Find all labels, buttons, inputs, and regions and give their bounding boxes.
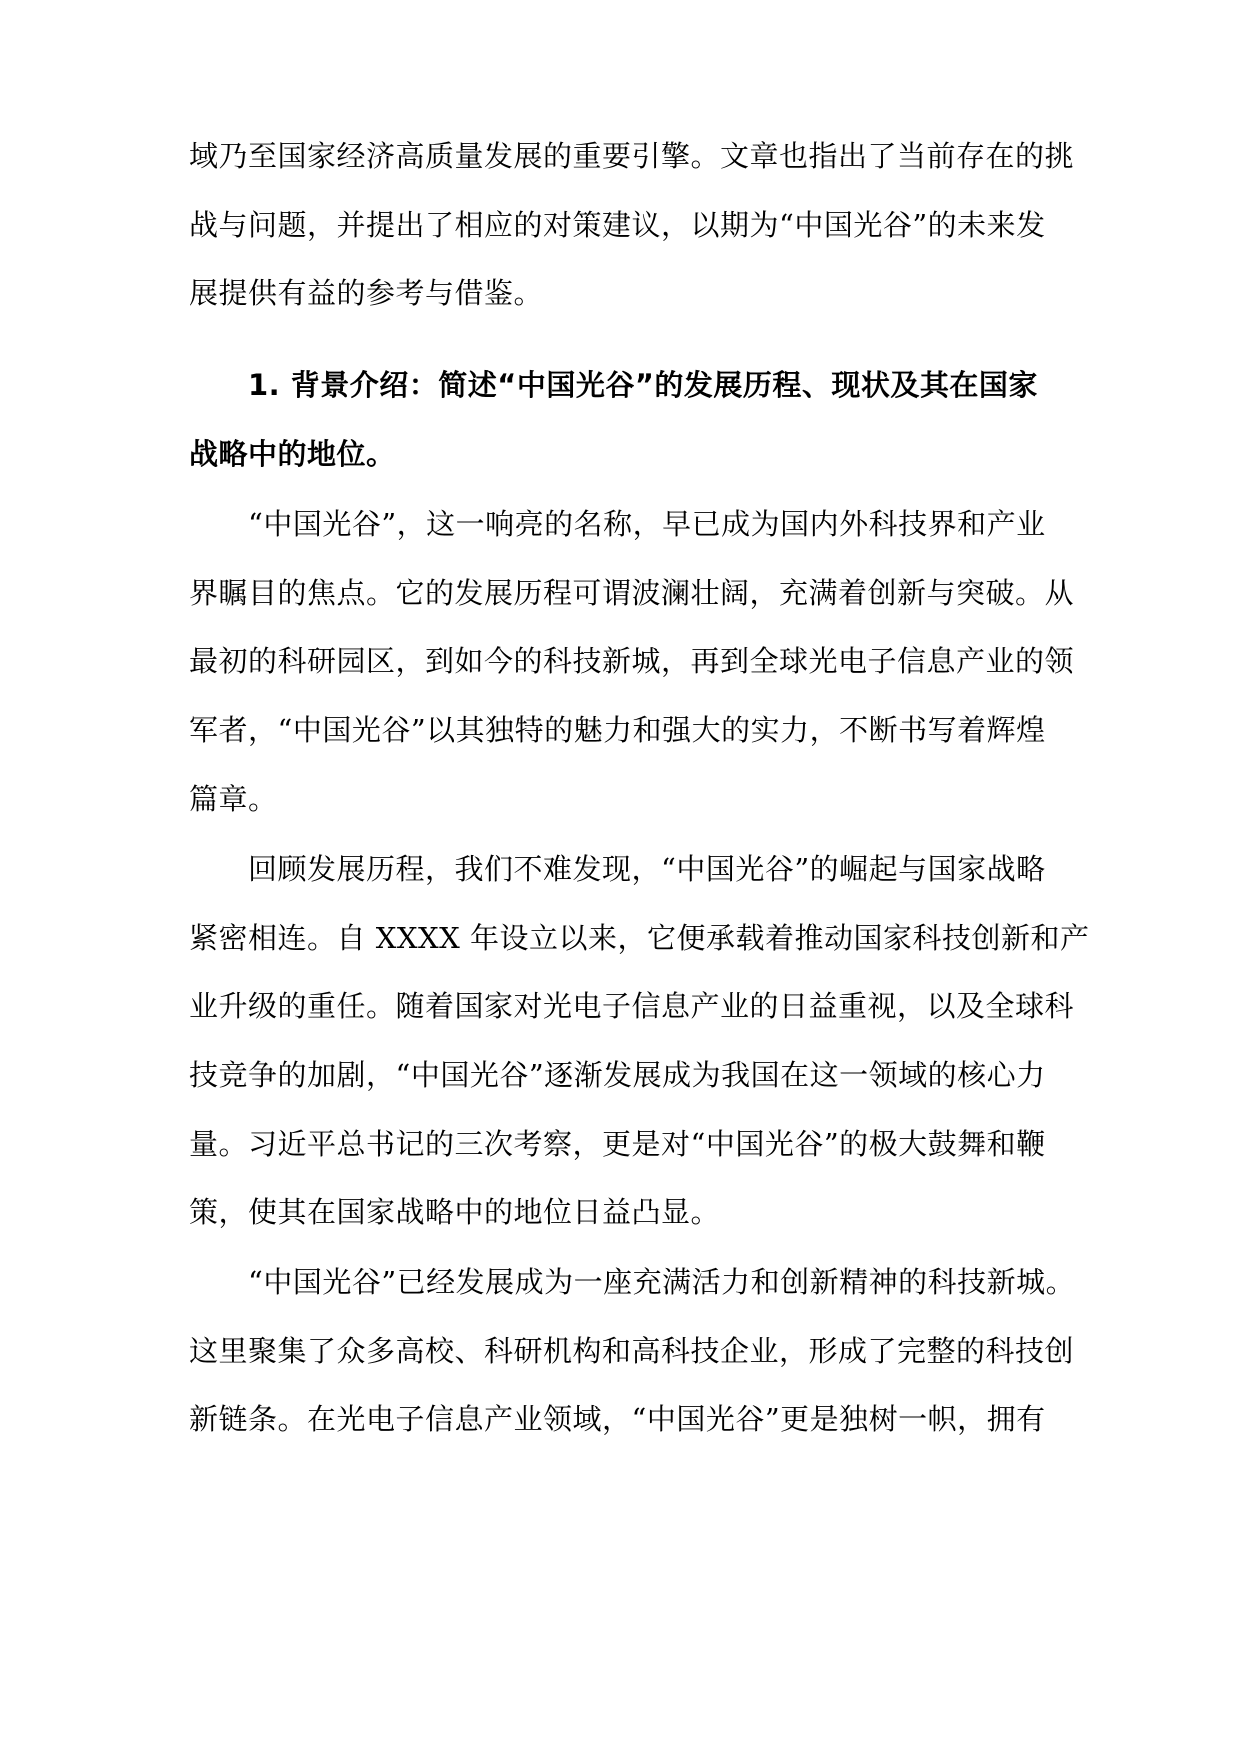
paragraph-line: 紧密相连。自 XXXX 年设立以来，它便承载着推动国家科技创新和产 — [189, 921, 1090, 955]
intro-line: 域乃至国家经济高质量发展的重要引擎。文章也指出了当前存在的挑 — [189, 139, 1075, 173]
paragraph-line: 技竞争的加剧，“中国光谷”逐渐发展成为我国在这一领域的核心力 — [189, 1058, 1046, 1092]
paragraph-line: 界瞩目的焦点。它的发展历程可谓波澜壮阔，充满着创新与突破。从 — [189, 576, 1075, 610]
paragraph-line: 军者，“中国光谷”以其独特的魅力和强大的实力，不断书写着辉煌 — [189, 713, 1046, 747]
paragraph-line: 这里聚集了众多高校、科研机构和高科技企业，形成了完整的科技创 — [189, 1334, 1075, 1368]
paragraph-line: 回顾发展历程，我们不难发现，“中国光谷”的崛起与国家战略 — [248, 852, 1046, 886]
paragraph-line: 篇章。 — [189, 782, 278, 816]
intro-line: 展提供有益的参考与借鉴。 — [189, 276, 544, 310]
paragraph-line: 最初的科研园区，到如今的科技新城，再到全球光电子信息产业的领 — [189, 644, 1075, 678]
paragraph-line: “中国光谷”已经发展成为一座充满活力和创新精神的科技新城。 — [248, 1265, 1076, 1299]
section-heading: 战略中的地位。 — [189, 437, 396, 471]
intro-line: 战与问题，并提出了相应的对策建议，以期为“中国光谷”的未来发 — [189, 208, 1046, 242]
paragraph-line: 业升级的重任。随着国家对光电子信息产业的日益重视，以及全球科 — [189, 989, 1075, 1023]
paragraph-line: 新链条。在光电子信息产业领域，“中国光谷”更是独树一帜，拥有 — [189, 1402, 1046, 1436]
paragraph-line: 量。习近平总书记的三次考察，更是对“中国光谷”的极大鼓舞和鞭 — [189, 1127, 1046, 1161]
section-heading: 1. 背景介绍：简述“中国光谷”的发展历程、现状及其在国家 — [248, 368, 1038, 402]
paragraph-line: 策，使其在国家战略中的地位日益凸显。 — [189, 1195, 721, 1229]
paragraph-line: “中国光谷”，这一响亮的名称，早已成为国内外科技界和产业 — [248, 507, 1046, 541]
